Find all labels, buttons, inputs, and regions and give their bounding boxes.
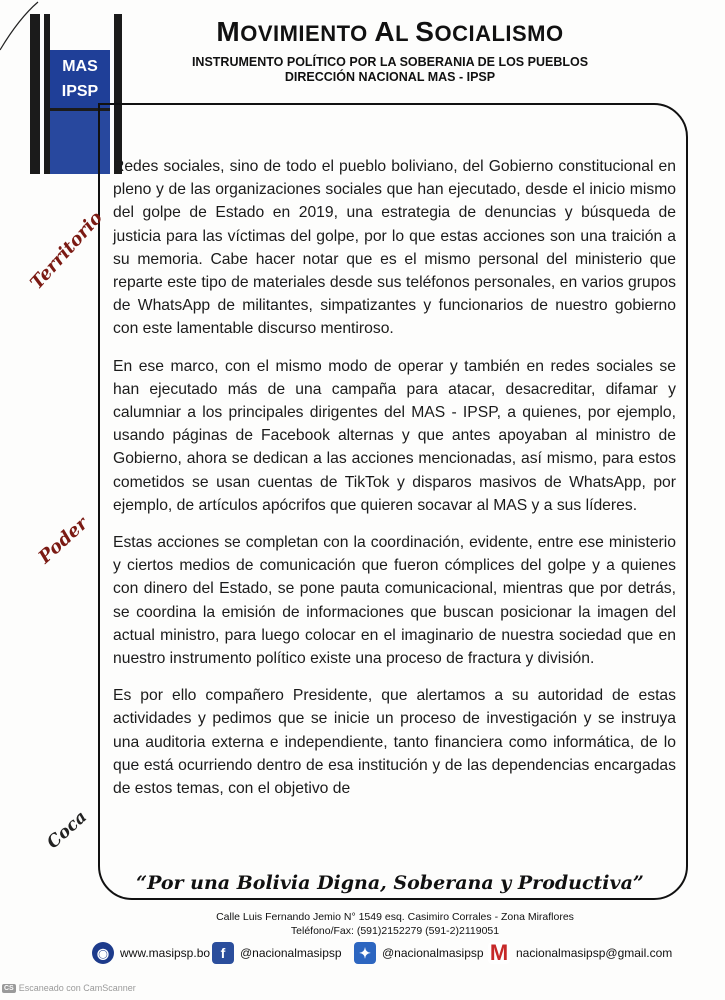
scanner-watermark: CS Escaneado con CamScanner	[4, 983, 136, 993]
letter-body	[113, 155, 676, 814]
phone-line: Teléfono/Fax: (591)2152279 (591-2)2119051	[290, 925, 500, 937]
facebook-link[interactable]: f @nacionalmasipsp	[212, 940, 342, 966]
contact-bar	[92, 940, 702, 966]
twitter-link[interactable]: ✦ @nacionalmasipsp	[354, 940, 484, 966]
side-label-coca: Coca	[43, 807, 92, 853]
globe-icon: ◉	[92, 942, 114, 964]
side-label-poder: Poder	[34, 513, 93, 568]
motto: “Por una Bolivia Digna, Soberana y Productiva”	[136, 872, 644, 894]
email-link[interactable]: M nacionalmasipsp@gmail.com	[489, 940, 673, 965]
party-subtitle: INSTRUMENTO POLÍTICO POR LA SOBERANIA DE LOS PUEBLOS DIRECCIÓN NACIONAL MAS - IPSP	[191, 55, 589, 84]
website-link[interactable]: ◉ www.masipsp.bo	[92, 940, 210, 966]
facebook-icon: f	[212, 942, 234, 964]
camscanner-icon: CS	[4, 984, 14, 992]
logo-text: MAS IPSP	[50, 50, 110, 108]
side-label-territorio: Territorio	[26, 207, 107, 294]
paragraph-2: En ese marco, con el mismo modo de operar y también en redes sociales se han ejecutado más de una campaña para atacar, desacreditar, difamar y calumniar a los principales dirigentes del MAS - IPSP, a quienes, por ejemplo, usando páginas de Facebook alternas y que antes apoyaban al ministro de Gobierno, ahora se dedican a las acciones mencionadas, así mismo, para estos cometidos se usan cuentas de TikTok y disparos masivos de WhatsApp, por ejemplo, de artículos apócrifos que quieren socavar al MAS y a sus líderes.	[113, 357, 676, 514]
twitter-icon: ✦	[354, 942, 376, 964]
paragraph-4: Es por ello compañero Presidente, que alertamos a su autoridad de estas actividades y pedimos que se inicie un proceso de investigación y se instruya una auditoria externa e independiente, tanto financiera como informática, de lo que está ocurriendo dentro de esa institución y de las dependencias encargadas de estos temas, con el objetivo de	[113, 687, 676, 798]
gmail-icon: M	[489, 940, 509, 965]
paragraph-3: Estas acciones se completan con la coordinación, evidente, entre ese ministerio y ciertos medios de comunicación que fueron cómplices del golpe y a quienes con dinero del Estado, se pone pauta comunicacional, mientras que por detrás, se coordina la emisión de informaciones que buscan posicionar la imagen del actual ministro, para luego colocar en el imaginario de nuestra sociedad que en nuestro instrumento político existe una proceso de fractura y división.	[113, 534, 676, 668]
party-title: MOVIMIENTO AL SOCIALISMO	[216, 16, 564, 47]
mas-ipsp-logo	[30, 14, 99, 174]
address-line: Calle Luis Fernando Jemio N° 1549 esq. Casimiro Corrales - Zona Miraflores	[216, 911, 574, 923]
address-block	[100, 910, 690, 938]
paragraph-1: Redes sociales, sino de todo el pueblo boliviano, del Gobierno constitucional en pleno y de las organizaciones sociales que han ejecutado, desde el inicio mismo del golpe de Estado en 2019, una estrategia de denuncias y búsqueda de justicia para las víctimas del golpe, por lo que estas acciones son una traición a su memoria. Cabe hacer notar que es el mismo personal del ministerio que reparte este tipo de materiales desde sus teléfonos personales, en varios grupos de WhatsApp de militantes, simpatizantes y funcionarios de nuestro gobierno con este lamentable discurso mentiroso.	[113, 158, 676, 338]
